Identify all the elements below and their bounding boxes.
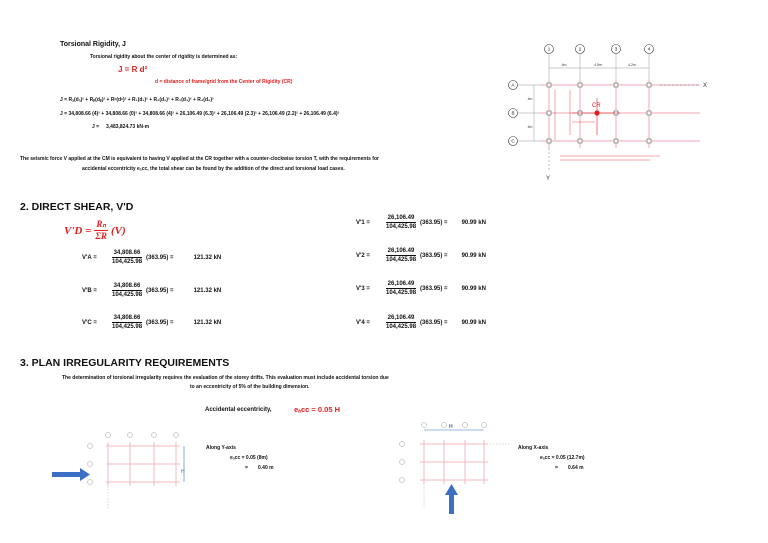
plan-grid [540,80,700,148]
span-label-3: 4.2m [628,63,636,67]
torsional-intro: Torsional rigidity about the center of rigidity is determined as: [90,54,238,60]
y-axis-label: Y [546,176,551,180]
torsional-formula: J = R d² [118,65,148,74]
d-definition: d = distance of frame/grid from the Center of Rigidity (CR) [155,79,293,85]
grid-label-b: B [511,110,515,116]
section-title-direct-shear: 2. DIRECT SHEAR, V'D [20,201,134,213]
plan-x-h-label: H [449,424,453,430]
section-title-torsional: Torsional Rigidity, J [60,41,126,48]
bay-label-1: 4m [527,97,533,101]
span-label-1: 4m [561,63,567,67]
grid-label-c: C [511,138,515,144]
floor-plan-cr [500,40,715,180]
accidental-eccentricity-label: Accidental eccentricity, [205,407,272,413]
seismic-text-1: The seismic force V applied at the CM is equivalent to having V applied at the CR together with a counter-clockwise torsion T, with the requirements for [20,156,379,162]
cr-label: CR [592,103,601,109]
span-label-2: 4.5m [594,63,602,67]
shear-row-c: V'C = $\frac{34,808.66}{104,425.98}$ (363.95) = 121.32 kN [82,315,222,330]
j-formula-line: J = Rₐ(dₐ)² + Rᵦ(dᵦ)² + Rᶜ(dᶜ)² + R₁(d₁)² + R₂(d₂)² + R₃(d₃)² + R₄(d₄)² [60,97,214,103]
grid-label-a: A [511,82,515,88]
shear-row-4: V'4 = $\frac{26,106.49}{104,425.98}$ (363.95) = 90.99 kN [356,315,486,330]
accidental-eccentricity-value: eₐcc = 0.05 H [294,405,340,414]
shear-row-a: V'A = $\frac{34,808.66}{104,425.98}$ (363.95) = 121.32 kN [82,250,222,265]
plan-y-axis [50,428,200,523]
irregularity-text-2: to an eccentricity of 5% of the building dimension. [190,384,310,390]
irregularity-text-1: The determination of torsional irregularity requires the evaluation of the storey drifts. This evaluation must include accidental torsion due [62,375,389,381]
section-title-plan-irregularity: 3. PLAN IRREGULARITY REQUIREMENTS [20,357,230,369]
cr-dot [594,110,599,115]
x-axis-result: 0.64 m [568,465,584,471]
formula-numerator: Rₙ [96,219,106,229]
shear-row-3: V'3 = $\frac{26,106.49}{104,425.98}$ (363.95) = 90.99 kN [356,281,486,296]
force-arrow-icon [52,468,90,481]
force-arrow-up-icon [445,484,458,514]
j-result-label: J = [92,124,100,130]
x-axis-eacc: eₐcc = 0.05 (12.7m) [540,455,585,461]
j-result-value: 3,483,824.73 kN-m [106,124,150,130]
y-axis-title: Along Y-axis [206,445,236,451]
direct-shear-formula [64,220,126,241]
x-axis-title: Along X-axis [518,445,549,451]
y-axis-eacc: eₐcc = 0.05 (8m) [230,455,268,461]
shear-row-b: V'B = $\frac{34,808.66}{104,425.98}$ (363.95) = 121.32 kN [82,283,222,298]
y-axis-equals: = [245,465,248,471]
formula-tail: (V) [110,224,126,237]
shear-row-2: V'2 = $\frac{26,106.49}{104,425.98}$ (363.95) = 90.99 kN [356,248,486,263]
grid-label-1: 1 [547,46,551,52]
seismic-text-2: accidental eccentricity eₐcc, the total shear can be found by the addition of the direct and torsional load cases. [82,166,345,172]
plan-x-axis [392,418,517,518]
bay-label-2: 4m [527,125,533,129]
x-axis-equals: = [555,465,558,471]
x-axis-label: X [703,83,708,89]
grid-label-3: 3 [614,46,618,52]
formula-denominator: ΣR [95,231,107,241]
formula-lhs: V'D = [64,224,92,237]
j-substitution-line: J = 34,808.66 (4)² + 34,808.66 (0)² + 34,808.66 (4)² + 26,106.49 (6.3)² + 26,106.49 (2.3)² + 26,106.49 (2.2)² + 26,106.49 (6.4)² [60,111,340,117]
grid-label-2: 2 [578,46,582,52]
shear-row-1: V'1 = $\frac{26,106.49}{104,425.98}$ (363.95) = 90.99 kN [356,215,486,230]
y-axis-result: 0.40 m [258,465,274,471]
plan-y-h-label: H [181,469,185,475]
grid-label-4: 4 [647,46,651,52]
